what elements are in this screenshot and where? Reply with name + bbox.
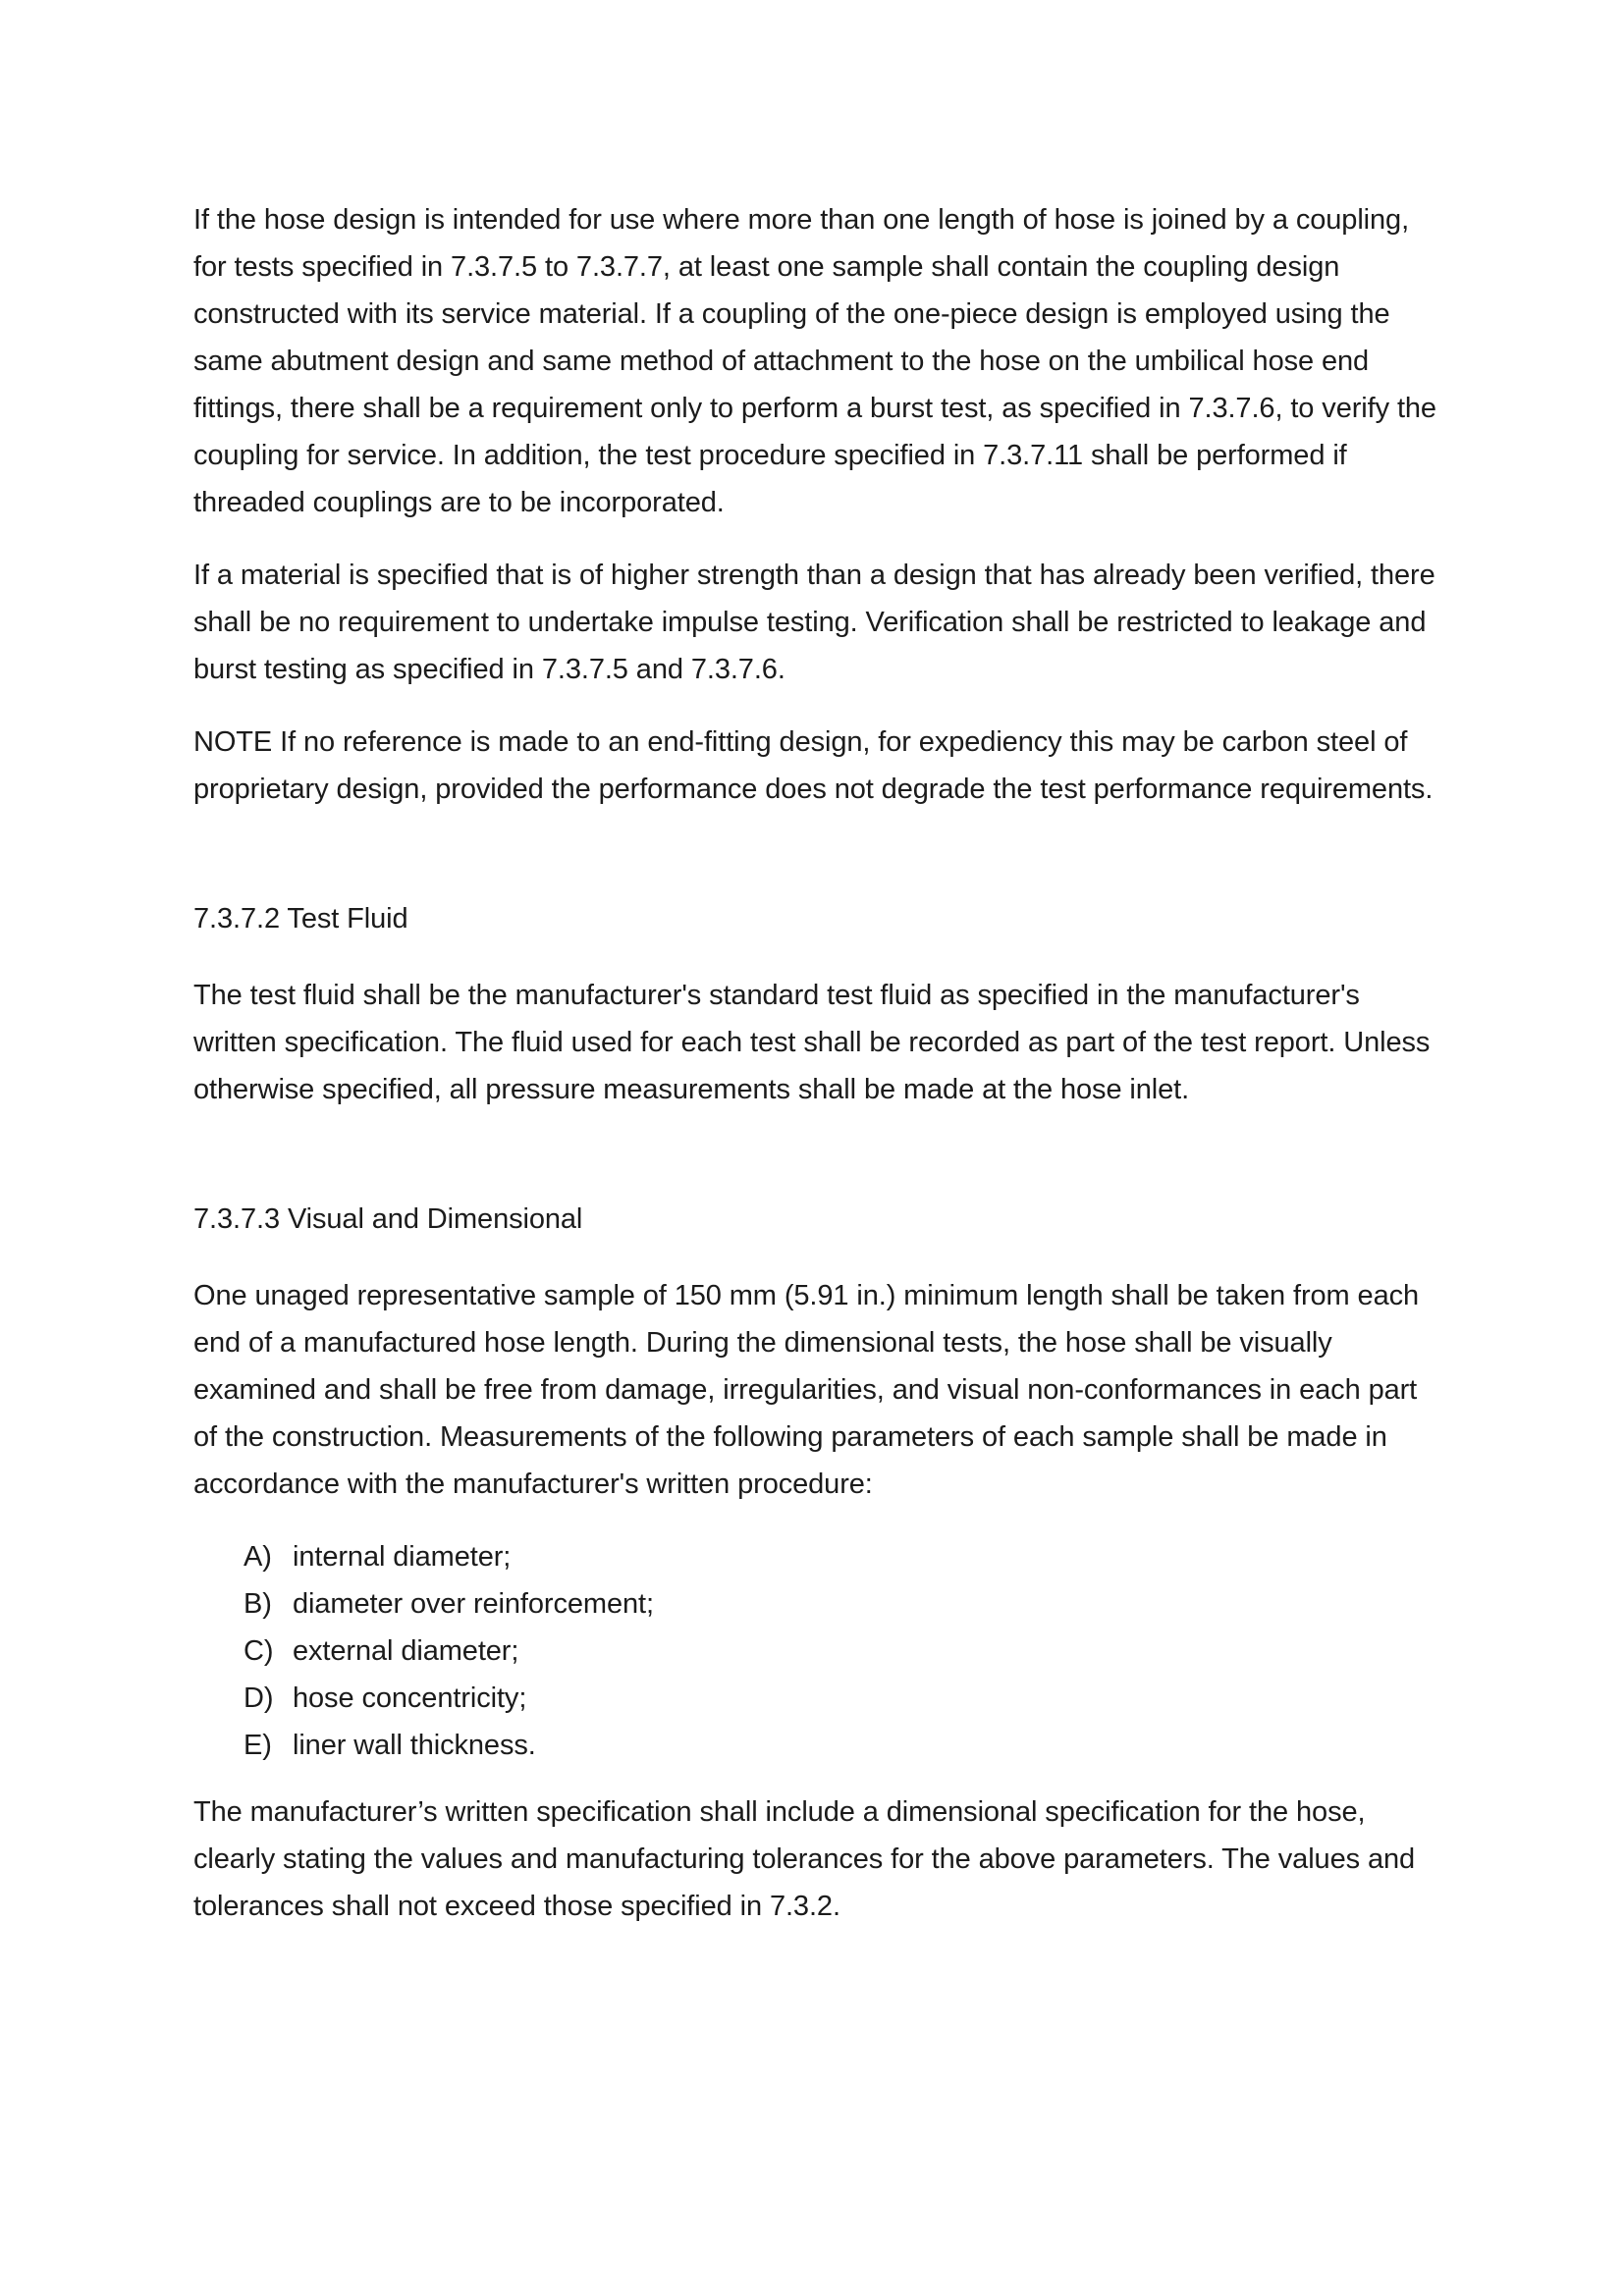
- list-marker: E): [244, 1730, 272, 1761]
- list-marker: B): [244, 1588, 272, 1620]
- list-item-hose-concentricity: [193, 1675, 1442, 1722]
- list-item-external-diameter: [193, 1628, 1442, 1675]
- paragraph-material-strength: If a material is specified that is of higher strength than a design that has already been verified, there shall be no requirement to undertake impulse testing. Verification shall be restricted to leakage and burst testing as specified in 7.3.7.5 and 7.3.7.6.: [193, 560, 1435, 685]
- list-item-text: diameter over reinforcement;: [293, 1588, 654, 1620]
- section-heading-test-fluid: 7.3.7.2 Test Fluid: [193, 903, 408, 934]
- list-item-text: external diameter;: [293, 1635, 519, 1667]
- parameter-list: [193, 1533, 1442, 1769]
- list-item-internal-diameter: [193, 1533, 1442, 1580]
- document-page: [193, 196, 1442, 1955]
- list-marker: C): [244, 1635, 274, 1667]
- paragraph-dimensional-specification: The manufacturer’s written specification shall include a dimensional specification for the hose, clearly stating the values and manufacturing tolerances for the above parameters. The values and tolerances shall not exceed those specified in 7.3.2.: [193, 1796, 1416, 1922]
- paragraph-test-fluid: The test fluid shall be the manufacturer's standard test fluid as specified in the manufacturer's written specification. The fluid used for each test shall be recorded as part of the test report. Unless otherwise specified, all pressure measurements shall be made at the hose inlet.: [193, 980, 1431, 1105]
- list-item-text: internal diameter;: [293, 1541, 512, 1573]
- paragraph-coupling-requirements: If the hose design is intended for use where more than one length of hose is joined by a coupling, for tests specified in 7.3.7.5 to 7.3.7.7, at least one sample shall contain the coupling design constructed with its service material. If a coupling of the one-piece design is employed using the same abutment design and same method of attachment to the hose on the umbilical hose end fittings, there shall be a requirement only to perform a burst test, as specified in 7.3.7.6, to verify the coupling for service. In addition, the test procedure specified in 7.3.7.11 shall be performed if threaded couplings are to be incorporated.: [193, 204, 1436, 518]
- section-heading-visual-dimensional: 7.3.7.3 Visual and Dimensional: [193, 1203, 583, 1235]
- list-item-diameter-over-reinforcement: [193, 1580, 1442, 1628]
- list-item-text: hose concentricity;: [293, 1682, 527, 1714]
- paragraph-note: NOTE If no reference is made to an end-fitting design, for expediency this may be carbon steel of proprietary design, provided the performance does not degrade the test performance requirements.: [193, 726, 1434, 805]
- paragraph-visual-dimensional-intro: One unaged representative sample of 150 mm (5.91 in.) minimum length shall be taken from each end of a manufactured hose length. During the dimensional tests, the hose shall be visually examined and shall be free from damage, irregularities, and visual non-conformances in each part of the construction. Measurements of the following parameters of each sample shall be made in accordance with the manufacturer's written procedure:: [193, 1280, 1420, 1500]
- list-item-liner-wall-thickness: [193, 1722, 1442, 1769]
- list-marker: A): [244, 1541, 272, 1573]
- list-item-text: liner wall thickness.: [293, 1730, 536, 1761]
- list-marker: D): [244, 1682, 274, 1714]
